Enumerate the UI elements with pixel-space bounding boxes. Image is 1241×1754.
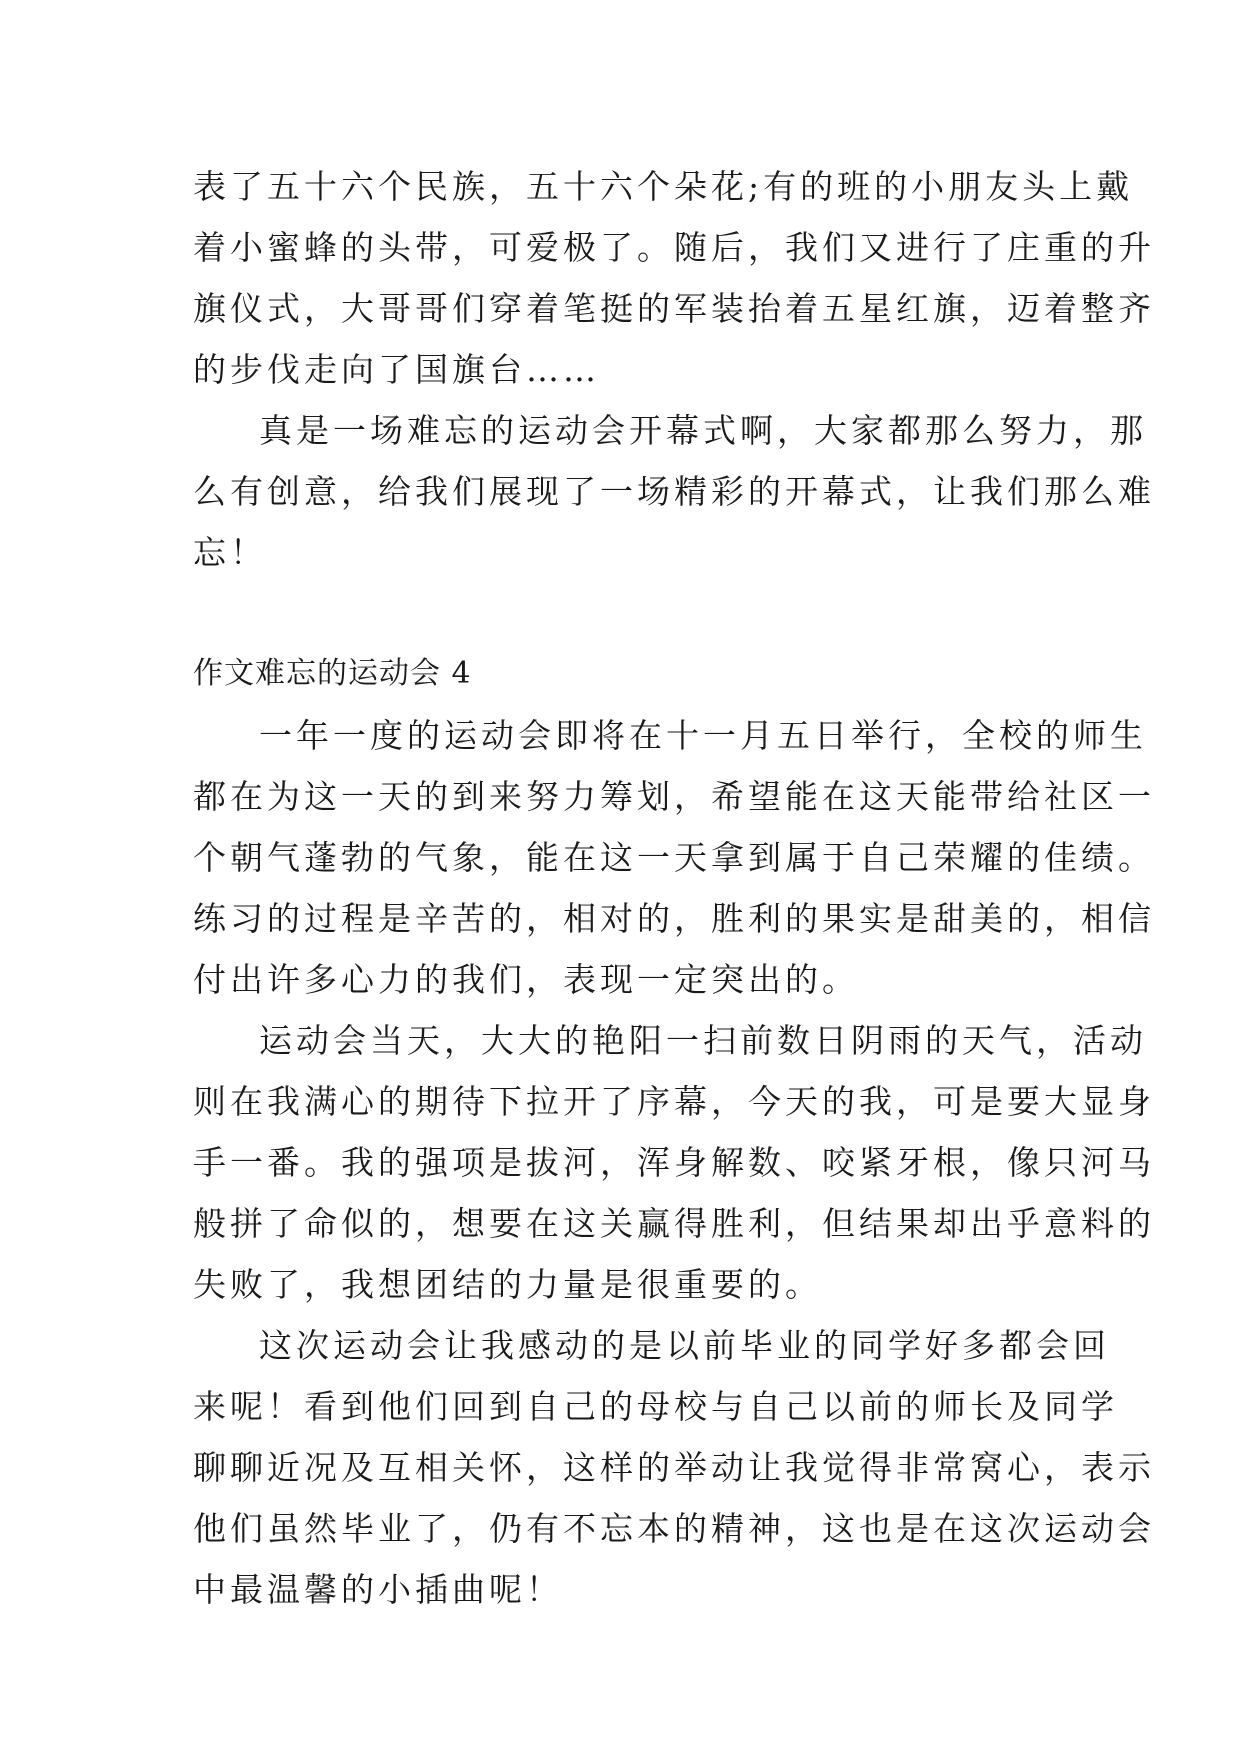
section-spacer xyxy=(193,583,1053,643)
text-line: 中最温馨的小插曲呢！ xyxy=(193,1570,563,1609)
text-line: 一年一度的运动会即将在十一月五日举行，全校的师生 xyxy=(259,716,1147,755)
paragraph xyxy=(193,705,1155,1010)
text-line: 么有创意，给我们展现了一场精彩的开幕式，让我们那么难 xyxy=(193,472,1155,511)
text-line: 运动会当天，大大的艳阳一扫前数日阴雨的天气，活动 xyxy=(259,1021,1147,1060)
text-line: 失败了，我想团结的力量是很重要的。 xyxy=(193,1265,822,1304)
document-body xyxy=(193,156,1155,1620)
paragraph xyxy=(193,1010,1155,1315)
paragraph xyxy=(193,400,1155,583)
text-line: 他们虽然毕业了，仍有不忘本的精神，这也是在这次运动会 xyxy=(193,1509,1155,1548)
text-line: 的步伐走向了国旗台…… xyxy=(193,350,600,389)
text-line: 聊聊近况及互相关怀，这样的举动让我觉得非常窝心，表示 xyxy=(193,1448,1155,1487)
section-title: 作文难忘的运动会 4 xyxy=(193,656,472,691)
text-line: 手一番。我的强项是拔河，浑身解数、咬紧牙根，像只河马 xyxy=(193,1143,1155,1182)
text-line: 着小蜜蜂的头带，可爱极了。随后，我们又进行了庄重的升 xyxy=(193,228,1155,267)
text-line: 这次运动会让我感动的是以前毕业的同学好多都会回 xyxy=(259,1326,1110,1365)
paragraph xyxy=(193,1315,1155,1620)
text-line: 来呢！看到他们回到自己的母校与自己以前的师长及同学 xyxy=(193,1387,1118,1426)
text-line: 真是一场难忘的运动会开幕式啊，大家都那么努力，那 xyxy=(259,411,1147,450)
paragraph xyxy=(193,156,1155,400)
text-line: 都在为这一天的到来努力筹划，希望能在这天能带给社区一 xyxy=(193,777,1155,816)
text-line: 般拼了命似的，想要在这关赢得胜利，但结果却出乎意料的 xyxy=(193,1204,1155,1243)
text-line: 旗仪式，大哥哥们穿着笔挺的军装抬着五星红旗，迈着整齐 xyxy=(193,289,1155,328)
text-line: 个朝气蓬勃的气象，能在这一天拿到属于自己荣耀的佳绩。 xyxy=(193,838,1155,877)
text-line: 练习的过程是辛苦的，相对的，胜利的果实是甜美的，相信 xyxy=(193,899,1155,938)
text-line: 忘！ xyxy=(193,533,267,572)
text-line: 则在我满心的期待下拉开了序幕，今天的我，可是要大显身 xyxy=(193,1082,1155,1121)
text-line: 付出许多心力的我们，表现一定突出的。 xyxy=(193,960,859,999)
text-line: 表了五十六个民族，五十六个朵花;有的班的小朋友头上戴 xyxy=(193,167,1134,206)
